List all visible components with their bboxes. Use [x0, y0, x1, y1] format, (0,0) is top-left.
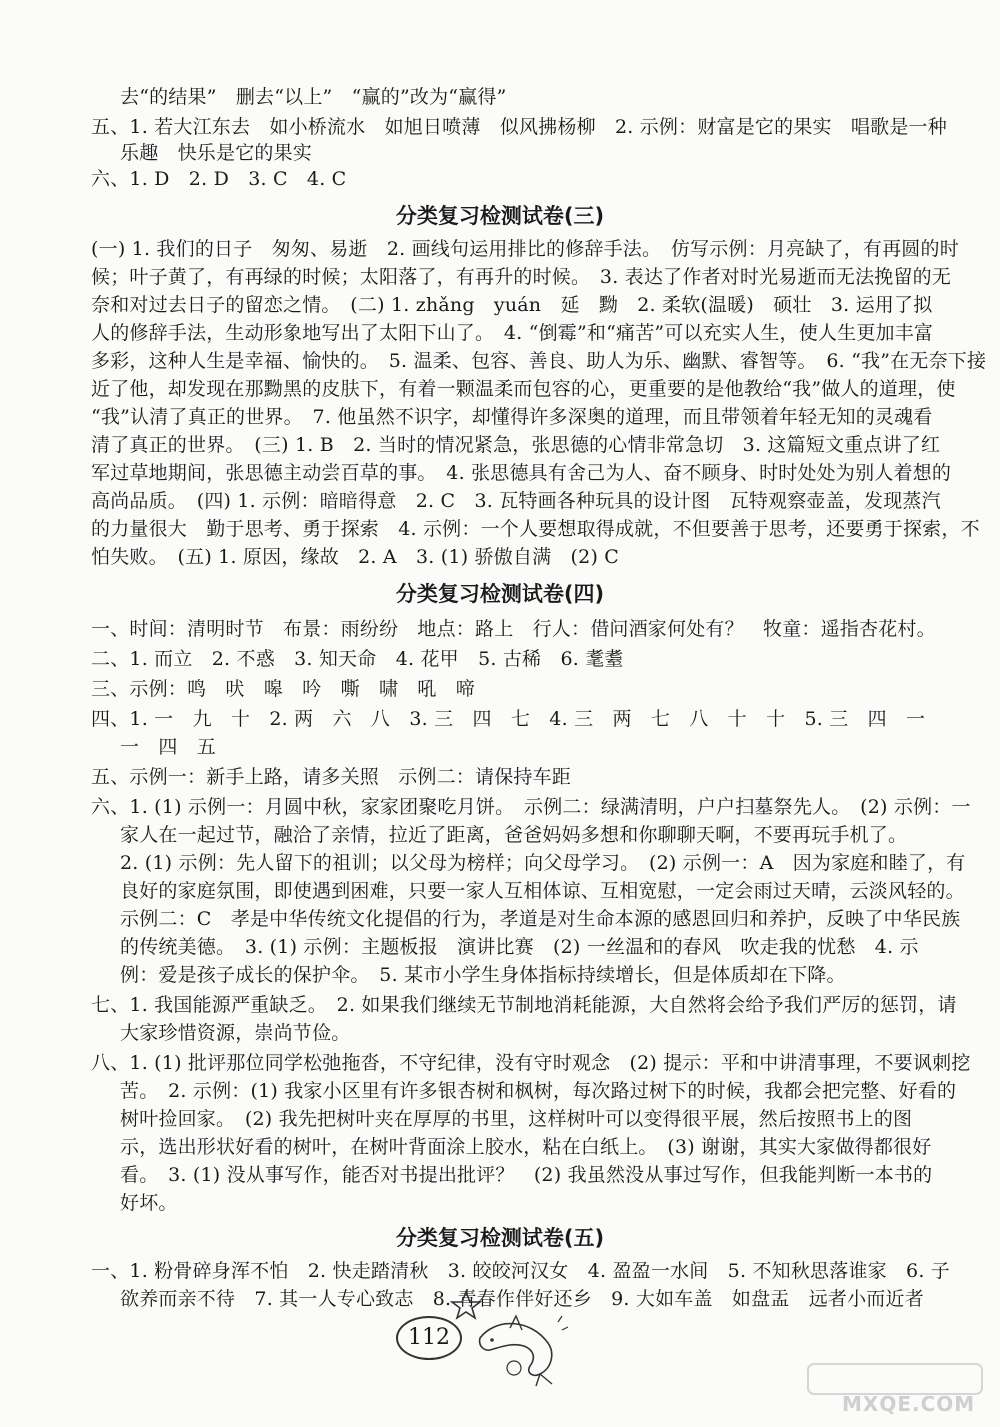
text-line: 示，选出形状好看的树叶，在树叶背面涂上胶水，粘在白纸上。 (3) 谢谢，其实大家做得都很好	[120, 1136, 932, 1158]
text-line: 大家珍惜资源，崇尚节俭。	[120, 1022, 351, 1044]
section-title: 分类复习检测试卷(五)	[395, 1226, 605, 1250]
text-line: 三、示例：鸣 吠 嗥 吟 嘶 啸 吼 啼	[91, 678, 476, 700]
watermark-text: MXQE.COM	[842, 1392, 976, 1416]
text-line: 的传统美德。 3. (1) 示例：主题板报 演讲比赛 (2) 一丝温和的春风 吹走我的忧愁 4. 示	[120, 936, 919, 958]
text-line: 候；叶子黄了，有再绿的时候；太阳落了，有再升的时候。 3. 表达了作者对时光易逝而无法挽留的无	[91, 266, 952, 288]
text-line: 人的修辞手法，生动形象地写出了太阳下山了。 4. “倒霉”和“痛苦”可以充实人生，使人生更加丰富	[91, 322, 934, 344]
text-line: 欲养而亲不待 7. 其一人专心致志 8. 青春作伴好还乡 9. 大如车盖 如盘盂 远者小而近者	[120, 1288, 924, 1310]
text-line: 良好的家庭氛围，即使遇到困难，只要一家人互相体谅、互相宽慰，一定会雨过天晴，云淡风轻的。	[120, 880, 965, 902]
text-line: 近了他，却发现在那黝黑的皮肤下，有着一颗温柔而包容的心，更重要的是他教给“我”做人的道理，使	[91, 378, 956, 400]
text-line: 的力量很大 勤于思考、勇于探索 4. 示例：一个人要想取得成就，不但要善于思考，还要勇于探索，不	[91, 518, 980, 540]
text-line: “我”认清了真正的世界。 7. 他虽然不识字，却懂得许多深奥的道理，而且带领着年轻无知的灵魂看	[91, 406, 933, 428]
page-number: 112	[396, 1316, 462, 1360]
text-line: 五、1. 若大江东去 如小桥流水 如旭日喷薄 似风拂杨柳 2. 示例：财富是它的果实 唱歌是一种	[91, 116, 947, 138]
text-line: 二、1. 而立 2. 不惑 3. 知天命 4. 花甲 5. 古稀 6. 耄耋	[91, 648, 624, 670]
text-line: 六、1. D 2. D 3. C 4. C	[91, 168, 347, 190]
text-line: 2. (1) 示例：先人留下的祖训；以父母为榜样；向父母学习。 (2) 示例一：A 因为家庭和睦了，有	[120, 852, 966, 874]
text-line: 树叶捡回家。 (2) 我先把树叶夹在厚厚的书里，这样树叶可以变得很平展，然后按照书上的图	[120, 1108, 913, 1130]
text-line: 六、1. (1) 示例一：月圆中秋，家家团聚吃月饼。 示例二：绿满清明，户户扫墓祭先人。 (2) 示例：一	[91, 796, 971, 818]
text-line: 军过草地期间，张思德主动尝百草的事。 4. 张思德具有舍己为人、奋不顾身、时时处处为别人着想的	[91, 462, 952, 484]
text-line: (一) 1. 我们的日子 匆匆、易逝 2. 画线句运用排比的修辞手法。 仿写示例：月亮缺了，有再圆的时	[91, 238, 959, 260]
text-line: 好坏。	[120, 1192, 178, 1214]
text-line: 看。 3. (1) 没从事写作，能否对书提出批评？ (2) 我虽然没从事过写作，但我能判断一本书的	[120, 1164, 933, 1186]
text-line: 例：爱是孩子成长的保护伞。 5. 某市小学生身体指标持续增长，但是体质却在下降。	[120, 964, 846, 986]
text-line: 怕失败。 (五) 1. 原因，缘故 2. A 3. (1) 骄傲自满 (2) C	[91, 546, 620, 568]
text-line: 七、1. 我国能源严重缺乏。 2. 如果我们继续无节制地消耗能源，大自然将会给予我们严厉的惩罚，请	[91, 994, 957, 1016]
text-line: 乐趣 快乐是它的果实	[120, 142, 313, 164]
text-line: 示例二：C 孝是中华传统文化提倡的行为，孝道是对生命本源的感恩回归和养护，反映了中华民族	[120, 908, 961, 930]
section-title: 分类复习检测试卷(四)	[395, 582, 605, 606]
text-line: 去“的结果” 删去“以上” “赢的”改为“赢得”	[120, 86, 507, 108]
text-line: 八、1. (1) 批评那位同学松弛拖沓，不守纪律，没有守时观念 (2) 提示：平和中讲清事理，不要讽刺挖	[91, 1052, 971, 1074]
text-line: 奈和对过去日子的留恋之情。 (二) 1. zhǎng yuán 延 黝 2. 柔软(温暖) 硕壮 3. 运用了拟	[91, 294, 933, 316]
text-line: 清了真正的世界。 (三) 1. B 2. 当时的情况紧急，张思德的心情非常急切 3. 这篇短文重点讲了红	[91, 434, 941, 456]
text-line: 一、1. 粉骨碎身浑不怕 2. 快走踏清秋 3. 皎皎河汉女 4. 盈盈一水间 5. 不知秋思落谁家 6. 子	[91, 1260, 951, 1282]
text-line: 苦。 2. 示例：(1) 我家小区里有许多银杏树和枫树，每次路过树下的时候，我都会把完整、好看的	[120, 1080, 957, 1102]
text-line: 一 四 五	[120, 736, 217, 758]
text-line: 一、时间：清明时节 布景：雨纷纷 地点：路上 行人：借问酒家何处有？ 牧童：遥指杏花村。	[91, 618, 936, 640]
text-line: 四、1. 一 九 十 2. 两 六 八 3. 三 四 七 4. 三 两 七 八 十 十 5. 三 四 一	[91, 708, 926, 730]
text-line: 五、示例一：新手上路，请多关照 示例二：请保持车距	[91, 766, 572, 788]
section-title: 分类复习检测试卷(三)	[395, 204, 605, 228]
text-line: 家人在一起过节，融洽了亲情，拉近了距离，爸爸妈妈多想和你聊聊天啊，不要再玩手机了。	[120, 824, 908, 846]
text-line: 高尚品质。 (四) 1. 示例：暗暗得意 2. C 3. 瓦特画各种玩具的设计图 瓦特观察壶盖，发现蒸汽	[91, 490, 941, 512]
text-line: 多彩，这种人生是幸福、愉快的。 5. 温柔、包容、善良、助人为乐、幽默、睿智等。 6. “我”在无奈下接	[91, 350, 987, 372]
